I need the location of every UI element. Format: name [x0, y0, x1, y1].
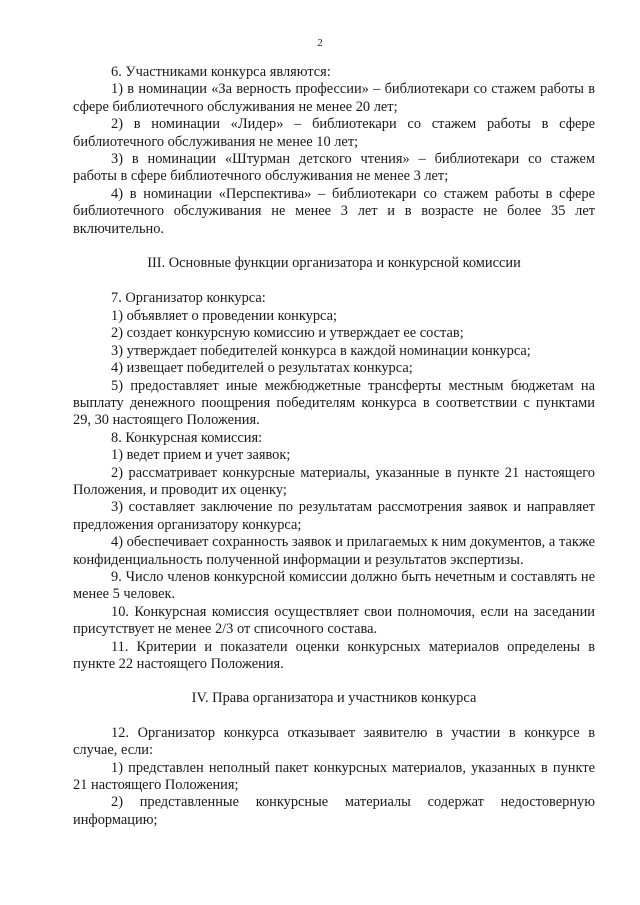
paragraph: 3) в номинации «Штурман детского чтения» – библиотекари со стажем работы в сфере библиотечного обслуживания не менее 3 лет;	[73, 151, 595, 185]
section-heading: III. Основные функции организатора и конкурсной комиссии	[147, 255, 521, 272]
paragraph: 12. Организатор конкурса отказывает заявителю в участии в конкурсе в случае, если:	[73, 724, 595, 759]
paragraph: 9. Число членов конкурсной комиссии должно быть нечетным и составлять не менее 5 человек.	[73, 568, 595, 603]
paragraph: 4) извещает победителей о результатах конкурса;	[111, 360, 413, 377]
paragraph: 10. Конкурсная комиссия осуществляет свои полномочия, если на заседании присутствует не менее 2/3 от списочного состава.	[73, 603, 595, 638]
section-participants	[73, 64, 595, 238]
paragraph: 5) предоставляет иные межбюджетные трансферты местным бюджетам на выплату денежного поощрения победителям конкурса в соответствии с пунктами 29, 30 настоящего Положения.	[73, 377, 595, 429]
paragraph: 2) в номинации «Лидер» – библиотекари со стажем работы в сфере библиотечного обслуживания не менее 10 лет;	[73, 116, 595, 150]
paragraph: 2) создает конкурсную комиссию и утверждает ее состав;	[111, 325, 464, 342]
paragraph: 11. Критерии и показатели оценки конкурсных материалов определены в пункте 22 настоящего Положения.	[73, 638, 595, 672]
paragraph: 1) представлен неполный пакет конкурсных материалов, указанных в пункте 21 настоящего Положения;	[73, 759, 595, 794]
paragraph: 1) ведет прием и учет заявок;	[111, 447, 291, 464]
paragraph: 6. Участниками конкурса являются:	[111, 64, 331, 80]
paragraph: 7. Организатор конкурса:	[111, 290, 266, 307]
paragraph: 1) объявляет о проведении конкурса;	[111, 307, 337, 324]
paragraph: 8. Конкурсная комиссия:	[111, 429, 263, 446]
document-body	[73, 64, 595, 829]
paragraph: 3) утверждает победителей конкурса в каждой номинации конкурса;	[111, 342, 531, 359]
paragraph: 4) обеспечивает сохранность заявок и прилагаемых к ним документов, а также конфиденциальность полученной информации и результатов экспертизы.	[73, 534, 595, 568]
paragraph: 3) составляет заключение по результатам рассмотрения заявок и направляет предложения организатору конкурса;	[73, 499, 595, 533]
page-number: 2	[317, 37, 323, 49]
paragraph: 2) рассматривает конкурсные материалы, указанные в пункте 21 настоящего Положения, и проводит их оценку;	[73, 464, 595, 498]
paragraph: 4) в номинации «Перспектива» – библиотекари со стажем работы в сфере библиотечного обслуживания не менее 3 лет и в возрасте не более 35 лет включительно.	[73, 185, 595, 237]
section-rights	[73, 725, 595, 829]
section-functions	[73, 290, 595, 673]
section-heading: IV. Права организатора и участников конкурса	[191, 690, 477, 707]
paragraph: 1) в номинации «За верность профессии» – библиотекари со стажем работы в сфере библиотечного обслуживания не менее 20 лет;	[73, 81, 595, 115]
paragraph: 2) представленные конкурсные материалы содержат недостоверную информацию;	[73, 794, 595, 828]
